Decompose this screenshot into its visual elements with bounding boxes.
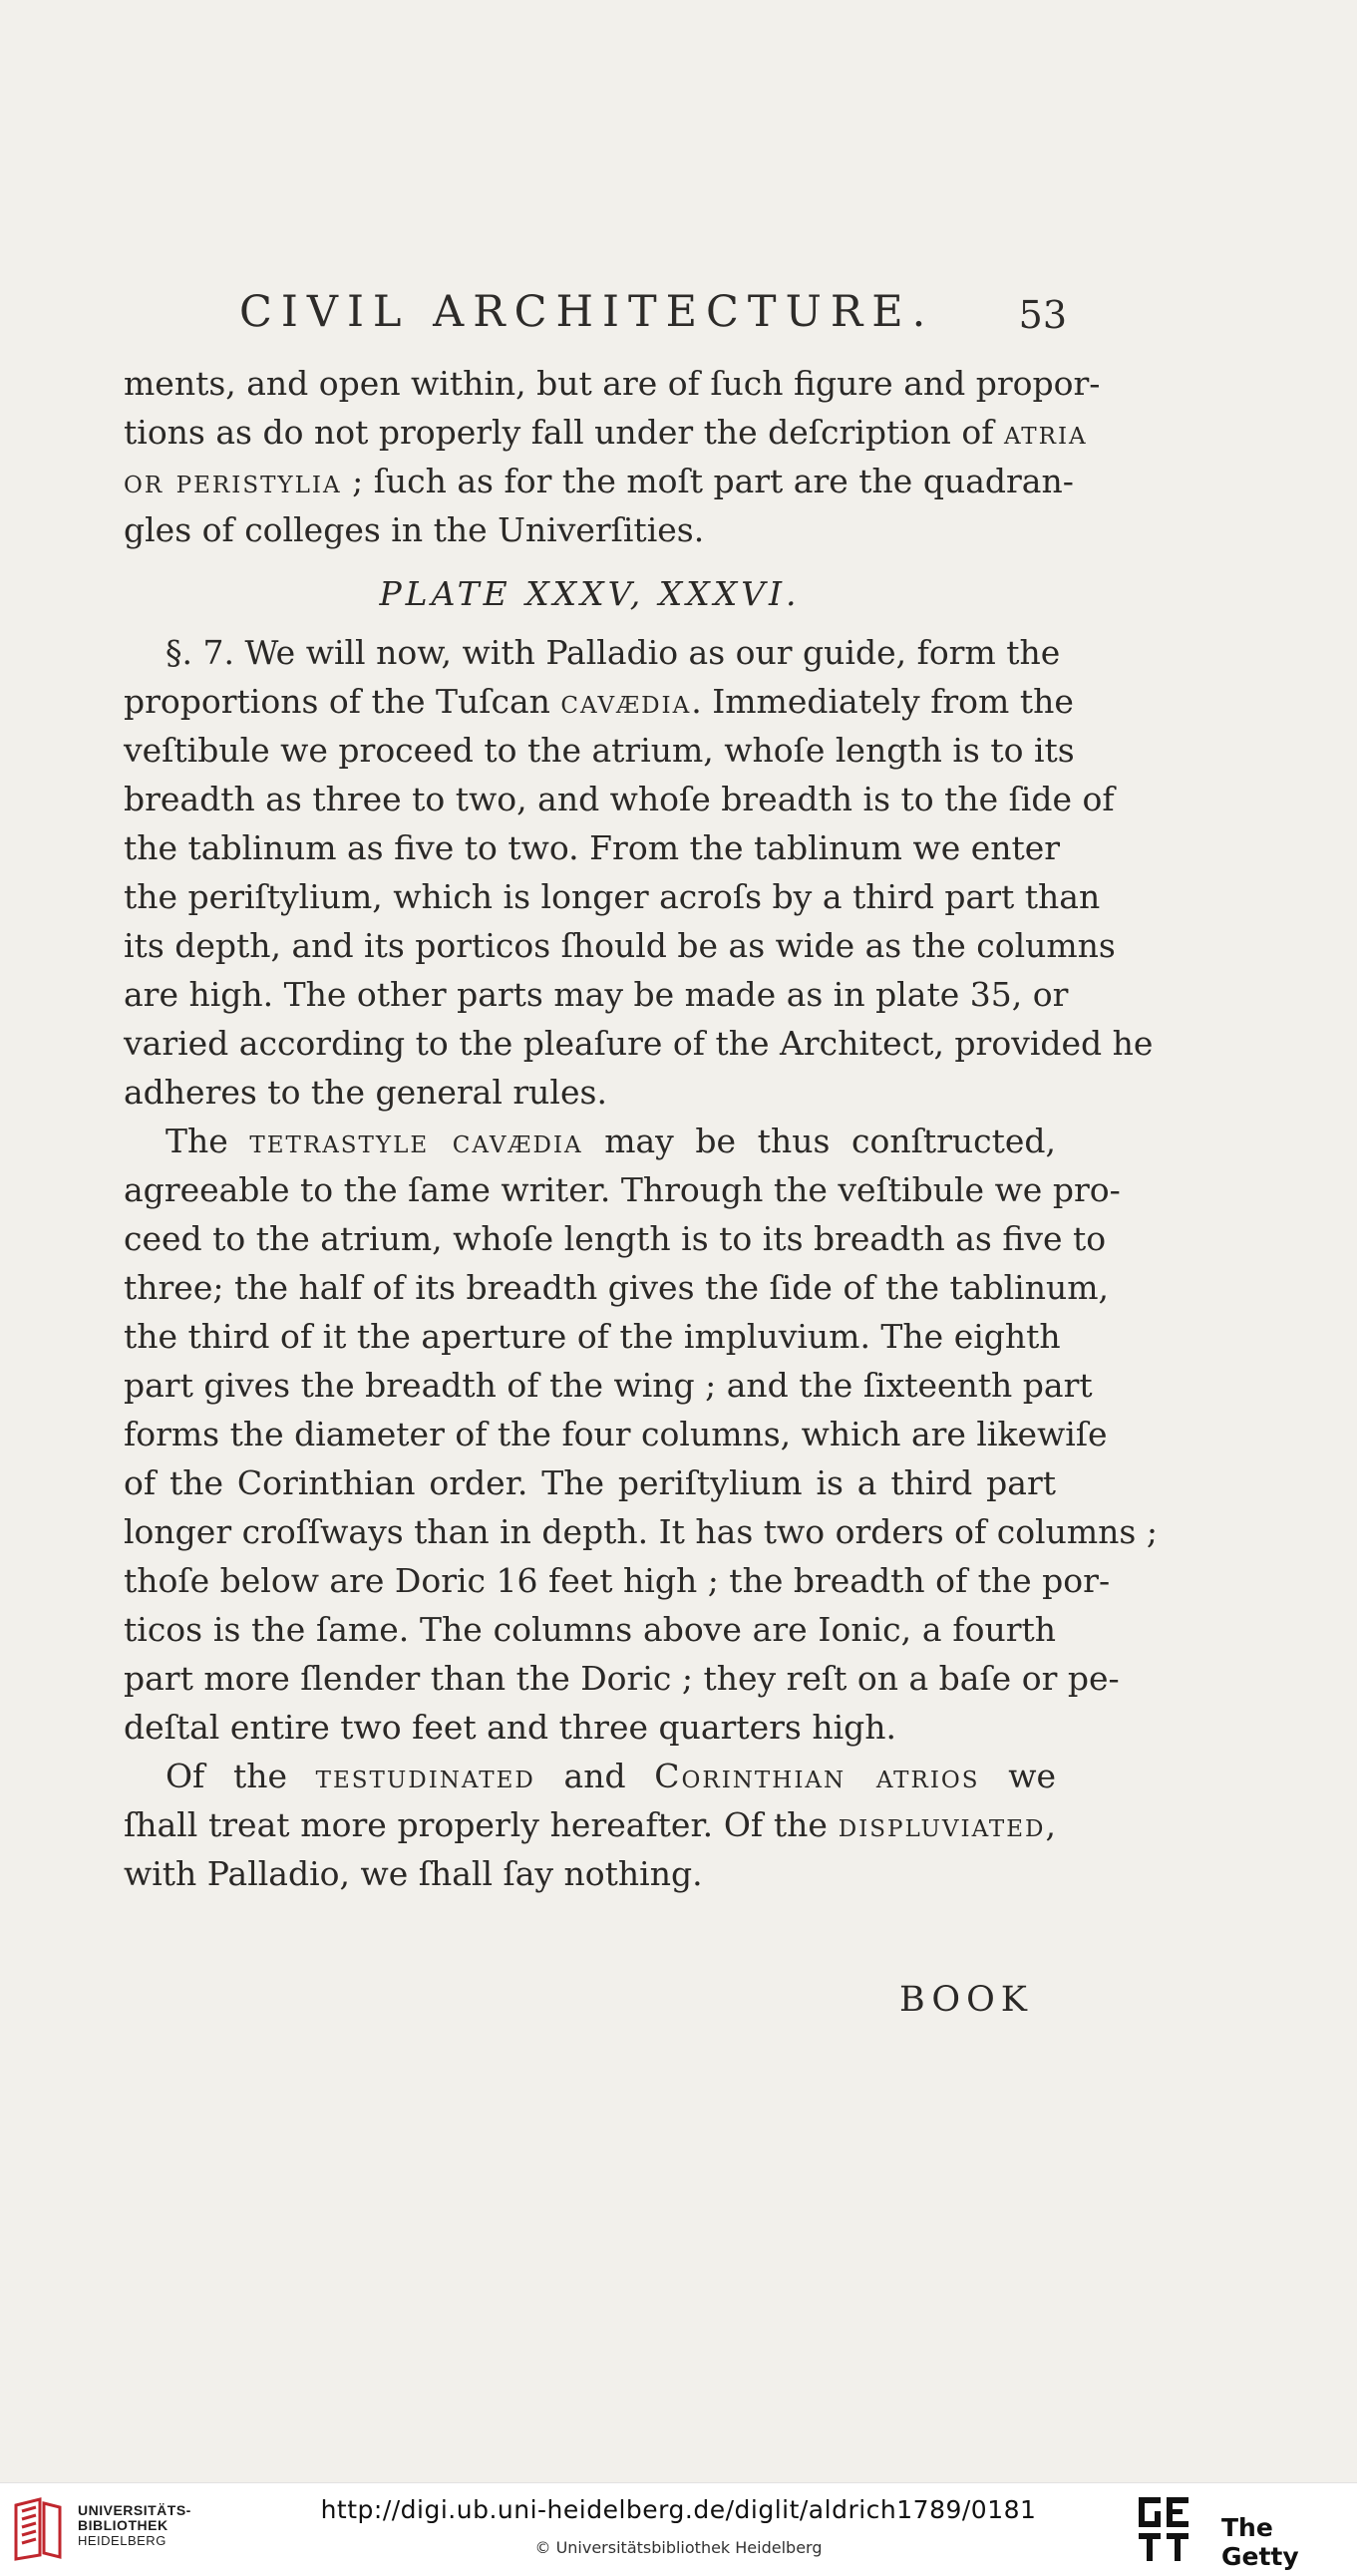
small-caps-term: Corinthian atrios [654, 1757, 980, 1795]
text-run: the tablinum as five to two. From the tablinum we enter [124, 828, 1061, 867]
text-run: with Palladio, we ſhall ſay nothing. [124, 1854, 703, 1893]
text-run: deſtal entire two feet and three quarters high. [124, 1708, 897, 1747]
small-caps-term: tetrastyle cavædia [249, 1122, 583, 1160]
text-run: its depth, and its porticos ſhould be as wide as the columns [124, 926, 1116, 965]
library-name-line-2: BIBLIOTHEK [78, 2517, 169, 2533]
text-run: proportions of the Tuſcan [124, 682, 561, 721]
text-line [124, 921, 1116, 970]
text-line [124, 1214, 1107, 1263]
paragraph-4 [124, 1752, 1056, 1898]
text-line [124, 359, 1101, 408]
text-line [124, 823, 1061, 872]
paragraph-1 [124, 359, 1101, 554]
text-run: are high. The other parts may be made as in plate 35, or [124, 975, 1069, 1014]
text-line [124, 1068, 1056, 1117]
text-line [124, 1263, 1110, 1312]
text-line [124, 1507, 1158, 1556]
library-name-line-3: HEIDELBERG [78, 2533, 167, 2548]
text-line [124, 505, 1056, 554]
text-line [124, 1165, 1121, 1214]
text-run: veſtibule we proceed to the atrium, whoſe length is to its [124, 731, 1075, 770]
text-run: , [1045, 1805, 1056, 1844]
running-head [239, 287, 1067, 347]
getty-logo-icon [1135, 2493, 1194, 2565]
small-caps-term: atria [1003, 413, 1088, 452]
text-run: ticos is the ſame. The columns above are Ionic, a fourth [124, 1610, 1056, 1649]
text-line [124, 1849, 1056, 1898]
text-line [124, 726, 1075, 775]
text-line [124, 457, 1074, 505]
text-run: the periſtylium, which is longer acroſs by a third part than [124, 877, 1101, 916]
catchword: BOOK [899, 1980, 1033, 2020]
text-line [124, 1019, 1154, 1068]
text-run: The [166, 1122, 250, 1160]
text-line [124, 408, 1088, 457]
text-run: ceed to the atrium, whoſe length is to its breadth as five to [124, 1219, 1107, 1258]
running-title: CIVIL ARCHITECTURE. [239, 287, 935, 337]
page-number: 53 [1018, 293, 1067, 337]
text-line [124, 775, 1115, 823]
copyright-notice: © Universitätsbibliothek Heidelberg [534, 2538, 823, 2557]
text-line [124, 1361, 1093, 1410]
text-line [124, 677, 1074, 726]
library-name-line-1: UNIVERSITÄTS- [78, 2502, 191, 2518]
text-run: breadth as three to two, and whoſe breadth is to the ſide of [124, 780, 1115, 818]
text-line [124, 1703, 1056, 1752]
paragraph-2 [124, 628, 1154, 1117]
text-run: ments, and open within, but are of ſuch figure and propor- [124, 364, 1101, 403]
small-caps-term: or peristylia [124, 462, 342, 500]
text-run: thoſe below are Doric 16 feet high ; the breadth of the por- [124, 1561, 1111, 1600]
text-run: may be thus conſtructed, [582, 1122, 1056, 1160]
small-caps-term: cavædia [560, 682, 692, 721]
text-run: adheres to the general rules. [124, 1073, 607, 1112]
plate-heading: PLATE XXXV, XXXVI. [379, 574, 801, 613]
text-run: forms the diameter of the four columns, which are likewiſe [124, 1415, 1108, 1453]
text-run: gles of colleges in the Univerſities. [124, 510, 705, 549]
text-line [124, 1410, 1108, 1458]
text-line [124, 628, 1061, 677]
text-line [124, 1556, 1111, 1605]
text-line [124, 1800, 1056, 1849]
text-line [124, 872, 1101, 921]
getty-name: The Getty [1221, 2513, 1299, 2571]
text-line [124, 1605, 1056, 1654]
text-line [124, 1654, 1120, 1703]
small-caps-term: testudinated [315, 1757, 535, 1795]
paragraph-3 [124, 1117, 1158, 1752]
text-line [124, 970, 1069, 1019]
text-line [124, 1458, 1056, 1507]
text-run: agreeable to the ſame writer. Through the veſtibule we pro- [124, 1170, 1121, 1209]
text-line [124, 1312, 1061, 1361]
footer-bar [0, 2482, 1357, 2576]
text-run: ; ſuch as for the moſt part are the quadran- [341, 462, 1074, 500]
text-run: the third of it the aperture of the impluvium. The eighth [124, 1317, 1061, 1356]
text-run: we [979, 1757, 1056, 1795]
small-caps-term: displuviated [838, 1805, 1046, 1844]
text-run: and [534, 1757, 655, 1795]
text-run: part more ſlender than the Doric ; they reſt on a baſe or pe- [124, 1659, 1120, 1698]
text-run: longer croſſways than in depth. It has two orders of columns ; [124, 1512, 1158, 1551]
text-run: §. 7. We will now, with Palladio as our guide, form the [166, 633, 1061, 672]
permalink-url[interactable]: http://digi.ub.uni-heidelberg.de/diglit/aldrich1789/0181 [320, 2495, 1037, 2524]
text-run: tions as do not properly fall under the deſcription of [124, 413, 1004, 452]
text-line [124, 1752, 1056, 1800]
text-run: of the Corinthian order. The periſtylium is a third part [124, 1463, 1056, 1502]
text-line [124, 1117, 1056, 1165]
text-run: . Immediately from the [691, 682, 1074, 721]
text-run: Of the [166, 1757, 316, 1795]
text-run: ſhall treat more properly hereafter. Of the [124, 1805, 839, 1844]
body-text [124, 359, 1158, 1898]
text-run: three; the half of its breadth gives the ſide of the tablinum, [124, 1268, 1110, 1307]
text-run: varied according to the pleaſure of the Architect, provided he [124, 1024, 1154, 1063]
text-run: part gives the breadth of the wing ; and the ſixteenth part [124, 1366, 1093, 1405]
